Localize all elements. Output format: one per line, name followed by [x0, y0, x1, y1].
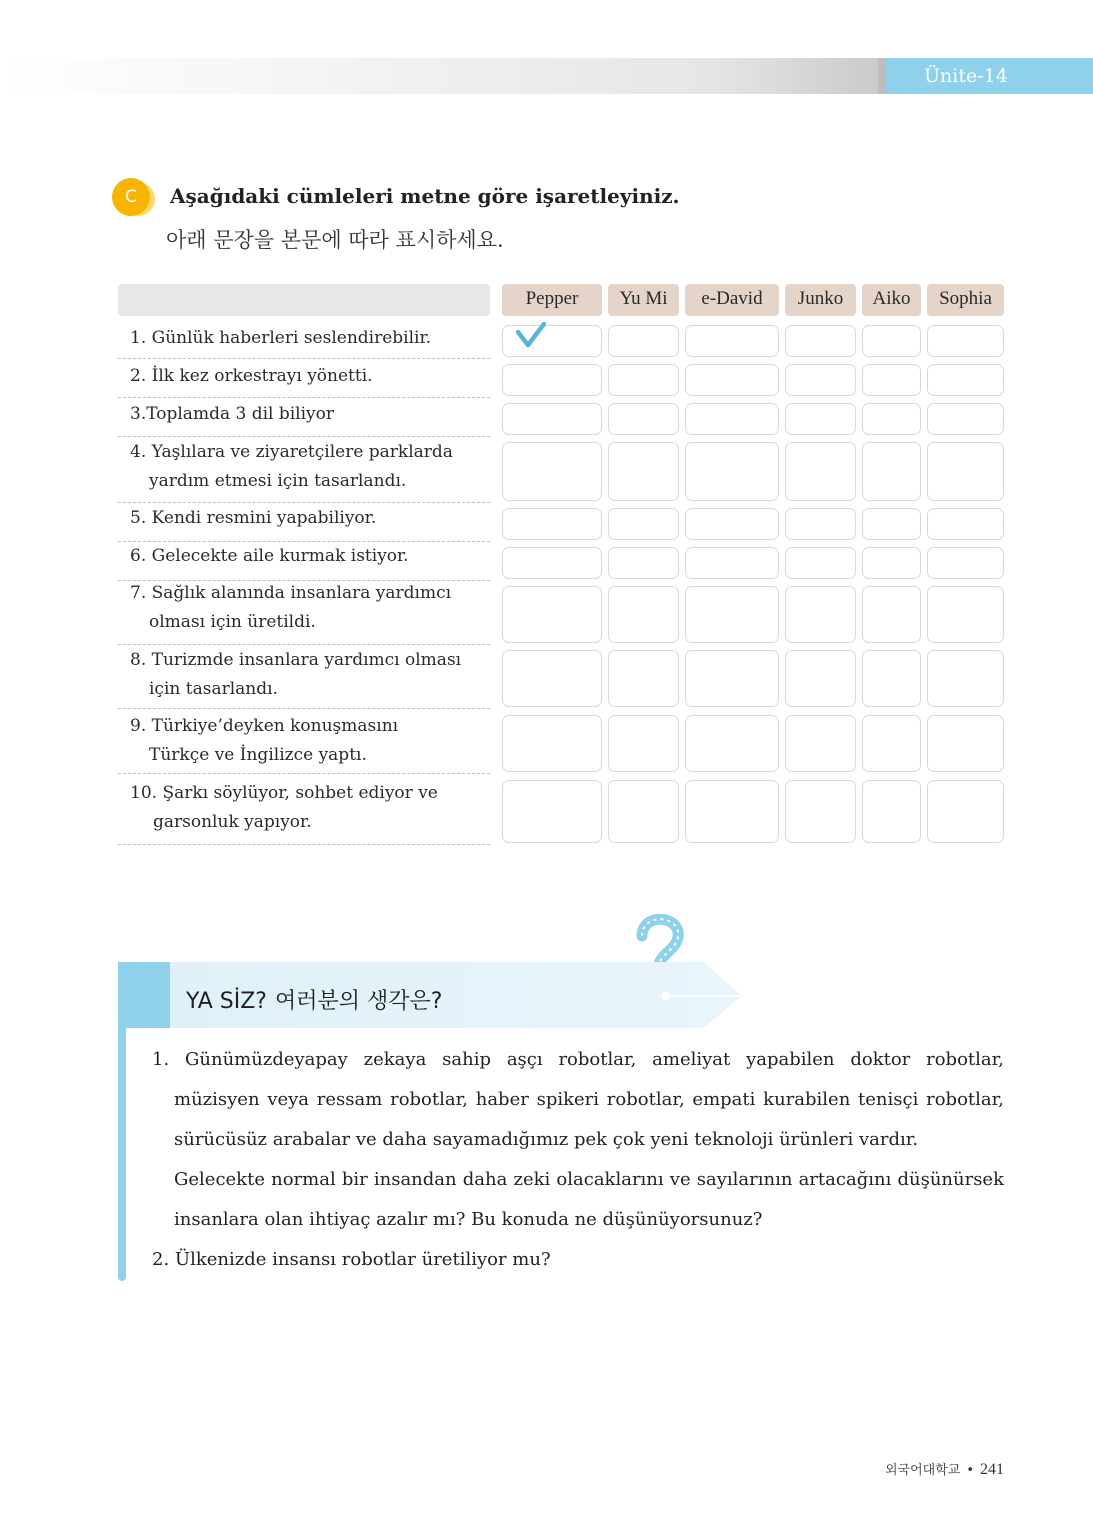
- answer-cell[interactable]: [862, 325, 921, 357]
- item-text: Ülkenizde insansı robotlar üretiliyor mu?: [174, 1249, 551, 1270]
- statement-row: [118, 438, 490, 503]
- answer-cell[interactable]: [608, 715, 679, 772]
- answer-cell[interactable]: [785, 364, 856, 396]
- answer-cell[interactable]: [685, 586, 779, 643]
- answer-cell[interactable]: [685, 442, 779, 501]
- instruction-turkish: Aşağıdaki cümleleri metne göre işaretleyiniz.: [170, 184, 680, 208]
- answer-cell[interactable]: [927, 586, 1004, 643]
- answer-cell[interactable]: [785, 715, 856, 772]
- discussion-line: Gelecekte normal bir insandan daha zeki olacaklarını ve sayılarının artacağını düşünürsek: [174, 1169, 1004, 1190]
- answer-cell[interactable]: [785, 442, 856, 501]
- answer-cell[interactable]: [608, 442, 679, 501]
- answer-cell[interactable]: [785, 508, 856, 540]
- statement-text: Turizmde insanlara yardımcı olması: [151, 650, 462, 670]
- statement-number: 7.: [130, 583, 147, 603]
- statement-number: 3.: [130, 404, 147, 424]
- discussion-accent: [118, 962, 170, 1028]
- answer-cell[interactable]: [927, 508, 1004, 540]
- statement-number: 6.: [130, 546, 147, 566]
- statement-row: [118, 400, 490, 437]
- answer-cell[interactable]: [927, 547, 1004, 579]
- statement-number: 5.: [130, 508, 147, 528]
- discussion-line: müzisyen veya ressam robotlar, haber spikeri robotlar, empati kurabilen tenisçi robotlar,: [174, 1089, 1004, 1110]
- statement-column-header: [118, 284, 490, 316]
- answer-cell[interactable]: [502, 715, 602, 772]
- answer-cell[interactable]: [685, 325, 779, 357]
- answer-cell[interactable]: [785, 650, 856, 707]
- answer-cell[interactable]: [862, 586, 921, 643]
- statement-text: Günlük haberleri seslendirebilir.: [151, 328, 432, 348]
- answer-cell[interactable]: [502, 442, 602, 501]
- item-number: 2.: [152, 1249, 170, 1270]
- answer-cell[interactable]: [862, 650, 921, 707]
- discussion-title-korean: 여러분의 생각은?: [274, 989, 443, 1014]
- answer-cell[interactable]: [862, 403, 921, 435]
- page-footer: [885, 1459, 1004, 1479]
- statement-text-continued: yardım etmesi için tasarlandı.: [149, 471, 407, 491]
- column-header: Junko: [785, 284, 856, 316]
- answer-cell[interactable]: [862, 547, 921, 579]
- statement-line: [130, 438, 490, 467]
- statement-number: 1.: [130, 328, 147, 348]
- statement-text-continued: için tasarlandı.: [149, 679, 278, 699]
- statement-text: Türkiye’deyken konuşmasını: [151, 716, 399, 736]
- answer-cell[interactable]: [785, 586, 856, 643]
- discussion-line: [152, 1240, 1004, 1280]
- column-header: Sophia: [927, 284, 1004, 316]
- answer-cell[interactable]: [685, 547, 779, 579]
- answer-cell[interactable]: [502, 650, 602, 707]
- discussion-item-2: [152, 1240, 1004, 1280]
- answer-cell[interactable]: [685, 650, 779, 707]
- answer-cell[interactable]: [502, 403, 602, 435]
- answer-cell[interactable]: [862, 715, 921, 772]
- column-header: Pepper: [502, 284, 602, 316]
- answer-cell[interactable]: [927, 780, 1004, 843]
- statement-line: [130, 504, 490, 533]
- statement-row: [118, 362, 490, 398]
- answer-cell[interactable]: [502, 508, 602, 540]
- check-icon: [515, 322, 547, 348]
- answer-cell[interactable]: [608, 547, 679, 579]
- column-header: Aiko: [862, 284, 921, 316]
- statement-row: [118, 579, 490, 645]
- statement-line: [130, 646, 490, 675]
- answer-cell[interactable]: [862, 508, 921, 540]
- footer-separator: •: [966, 1463, 974, 1478]
- answer-cell[interactable]: [502, 364, 602, 396]
- statement-number: 4.: [130, 442, 147, 462]
- statement-line: [130, 779, 490, 808]
- statement-line: [130, 324, 490, 353]
- page-number: 241: [980, 1461, 1004, 1478]
- discussion-line: [152, 1040, 1004, 1080]
- statement-row: [118, 646, 490, 709]
- answer-cell[interactable]: [608, 650, 679, 707]
- answer-cell[interactable]: [862, 442, 921, 501]
- discussion-line: insanlara olan ihtiyaç azalır mı? Bu konuda ne düşünüyorsunuz?: [174, 1209, 763, 1230]
- statement-text: Yaşlılara ve ziyaretçilere parklarda: [151, 442, 453, 462]
- answer-cell[interactable]: [927, 715, 1004, 772]
- exercise-badge-letter: C: [125, 187, 137, 207]
- discussion-title: [186, 984, 442, 1015]
- statement-number: 10.: [130, 783, 158, 803]
- answer-cell[interactable]: [927, 650, 1004, 707]
- answer-cell[interactable]: [927, 403, 1004, 435]
- answer-cell[interactable]: [685, 508, 779, 540]
- unit-label: Ünite-14: [886, 58, 1093, 94]
- answer-cell[interactable]: [785, 547, 856, 579]
- statement-text: Gelecekte aile kurmak istiyor.: [151, 546, 409, 566]
- statement-number: 2.: [130, 366, 147, 386]
- statement-text-continued: Türkçe ve İngilizce yaptı.: [149, 745, 367, 765]
- statement-line: [130, 542, 490, 571]
- answer-cell[interactable]: [685, 715, 779, 772]
- statement-text: Kendi resmini yapabiliyor.: [151, 508, 377, 528]
- statement-row: [118, 542, 490, 581]
- statement-number: 9.: [130, 716, 147, 736]
- answer-cell[interactable]: [862, 364, 921, 396]
- answer-cell[interactable]: [927, 364, 1004, 396]
- answer-cell[interactable]: [685, 780, 779, 843]
- statement-number: 8.: [130, 650, 147, 670]
- answer-cell[interactable]: [927, 325, 1004, 357]
- answer-cell[interactable]: [785, 403, 856, 435]
- answer-cell[interactable]: [608, 508, 679, 540]
- school-name: 외국어대학교: [884, 1463, 961, 1478]
- answer-cell[interactable]: [927, 442, 1004, 501]
- statement-text: Şarkı söylüyor, sohbet ediyor ve: [162, 783, 438, 803]
- answer-cell[interactable]: [685, 364, 779, 396]
- statement-row: [118, 779, 490, 845]
- answer-cell[interactable]: [502, 547, 602, 579]
- answer-cell[interactable]: [608, 364, 679, 396]
- exercise-badge: [112, 178, 150, 216]
- statement-row: [118, 504, 490, 542]
- statement-line: [130, 400, 490, 429]
- answer-cell[interactable]: [685, 403, 779, 435]
- answer-cell[interactable]: [502, 586, 602, 643]
- item-number: 1.: [152, 1049, 170, 1070]
- column-header: e-David: [685, 284, 779, 316]
- statement-text: Sağlık alanında insanlara yardımcı: [151, 583, 452, 603]
- discussion-title-turkish: YA SİZ?: [186, 989, 267, 1014]
- statement-text-continued: garsonluk yapıyor.: [153, 812, 312, 832]
- statement-text: Toplamda 3 dil biliyor: [146, 404, 335, 424]
- statement-row: [118, 712, 490, 774]
- header-divider: [878, 58, 886, 94]
- answer-cell[interactable]: [785, 780, 856, 843]
- column-header: Yu Mi: [608, 284, 679, 316]
- statement-text-continued: olması için üretildi.: [149, 612, 316, 632]
- answer-cell[interactable]: [862, 780, 921, 843]
- discussion-side-line: [118, 1028, 126, 1281]
- instruction-korean: 아래 문장을 본문에 따라 표시하세요.: [166, 228, 504, 252]
- answer-cell[interactable]: [785, 325, 856, 357]
- answer-cell[interactable]: [502, 780, 602, 843]
- discussion-item-1: [152, 1040, 1004, 1240]
- statement-text: İlk kez orkestrayı yönetti.: [151, 366, 373, 386]
- header-bar: [0, 58, 886, 94]
- item-text: Günümüzdeyapay zekaya sahip aşçı robotlar, ameliyat yapabilen doktor robotlar,: [185, 1049, 1004, 1070]
- answer-cell[interactable]: [608, 325, 679, 357]
- statement-line: [130, 362, 490, 391]
- statement-line: [130, 712, 490, 741]
- answer-cell[interactable]: [608, 403, 679, 435]
- statement-line: [130, 579, 490, 608]
- answer-cell[interactable]: [608, 586, 679, 643]
- statement-row: [118, 324, 490, 359]
- discussion-line: sürücüsüz arabalar ve daha sayamadığımız pek çok yeni teknoloji ürünleri vardır.: [174, 1129, 919, 1150]
- answer-cell[interactable]: [608, 780, 679, 843]
